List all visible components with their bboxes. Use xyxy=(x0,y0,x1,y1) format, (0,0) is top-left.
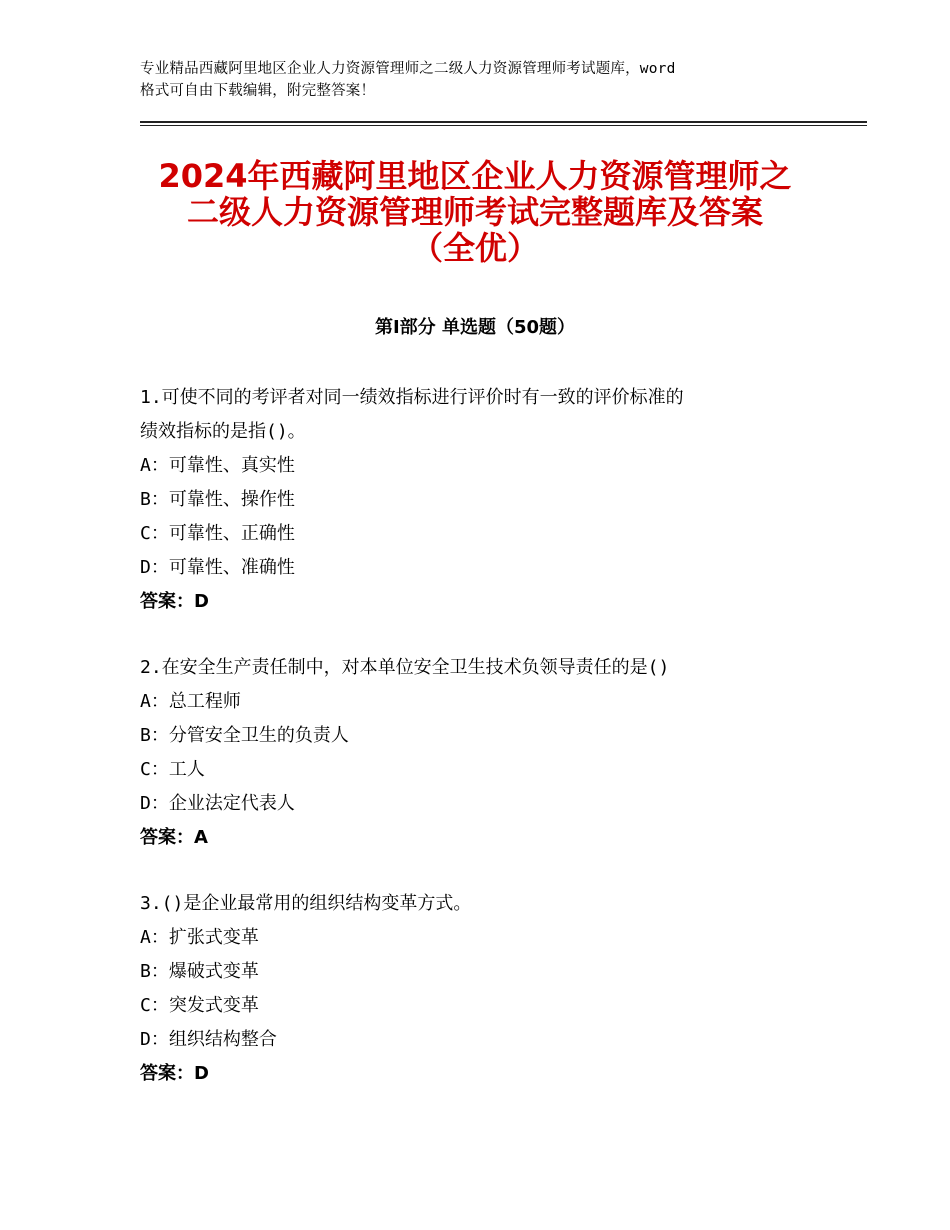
question-list xyxy=(140,381,820,1123)
question-2-answer: 答案：A xyxy=(140,827,208,848)
question-3-option-d: D：组织结构整合 xyxy=(140,1029,277,1050)
question-1 xyxy=(140,381,820,619)
header-note-line-1: 专业精品西藏阿里地区企业人力资源管理师之二级人力资源管理师考试题库，word xyxy=(140,61,676,77)
document-title-line-1: 2024年西藏阿里地区企业人力资源管理师之 xyxy=(158,157,792,195)
question-1-option-a: A：可靠性、真实性 xyxy=(140,455,295,476)
question-1-stem-line-1: 1.可使不同的考评者对同一绩效指标进行评价时有一致的评价标准的 xyxy=(140,387,684,408)
question-1-answer: 答案：D xyxy=(140,591,209,612)
question-3-answer: 答案：D xyxy=(140,1063,209,1084)
document-title xyxy=(120,158,830,266)
question-1-option-d: D：可靠性、准确性 xyxy=(140,557,295,578)
question-3-option-c: C：突发式变革 xyxy=(140,995,259,1016)
question-3-stem xyxy=(140,887,820,921)
document-title-line-3: （全优） xyxy=(410,229,539,267)
question-3 xyxy=(140,887,820,1091)
question-1-stem-line-2: 绩效指标的是指()。 xyxy=(140,421,306,442)
question-2-option-a: A：总工程师 xyxy=(140,691,241,712)
header-divider xyxy=(140,121,867,123)
header-note-line-2: 格式可自由下载编辑，附完整答案！ xyxy=(140,83,376,99)
header-note xyxy=(140,58,830,102)
question-1-option-c: C：可靠性、正确性 xyxy=(140,523,295,544)
question-3-stem-line-1: 3.()是企业最常用的组织结构变革方式。 xyxy=(140,893,472,914)
question-2-stem xyxy=(140,651,820,685)
question-1-stem xyxy=(140,381,820,449)
section-heading: 第Ⅰ部分 单选题（50题） xyxy=(374,317,575,338)
question-2-option-b: B：分管安全卫生的负责人 xyxy=(140,725,349,746)
question-3-option-b: B：爆破式变革 xyxy=(140,961,259,982)
question-3-option-a: A：扩张式变革 xyxy=(140,927,259,948)
header-divider-thin xyxy=(140,125,867,126)
question-1-option-b: B：可靠性、操作性 xyxy=(140,489,295,510)
question-2 xyxy=(140,651,820,855)
question-2-option-c: C：工人 xyxy=(140,759,205,780)
question-2-stem-line-1: 2.在安全生产责任制中，对本单位安全卫生技术负领导责任的是() xyxy=(140,657,670,678)
document-title-line-2: 二级人力资源管理师考试完整题库及答案 xyxy=(186,193,763,231)
question-2-option-d: D：企业法定代表人 xyxy=(140,793,295,814)
